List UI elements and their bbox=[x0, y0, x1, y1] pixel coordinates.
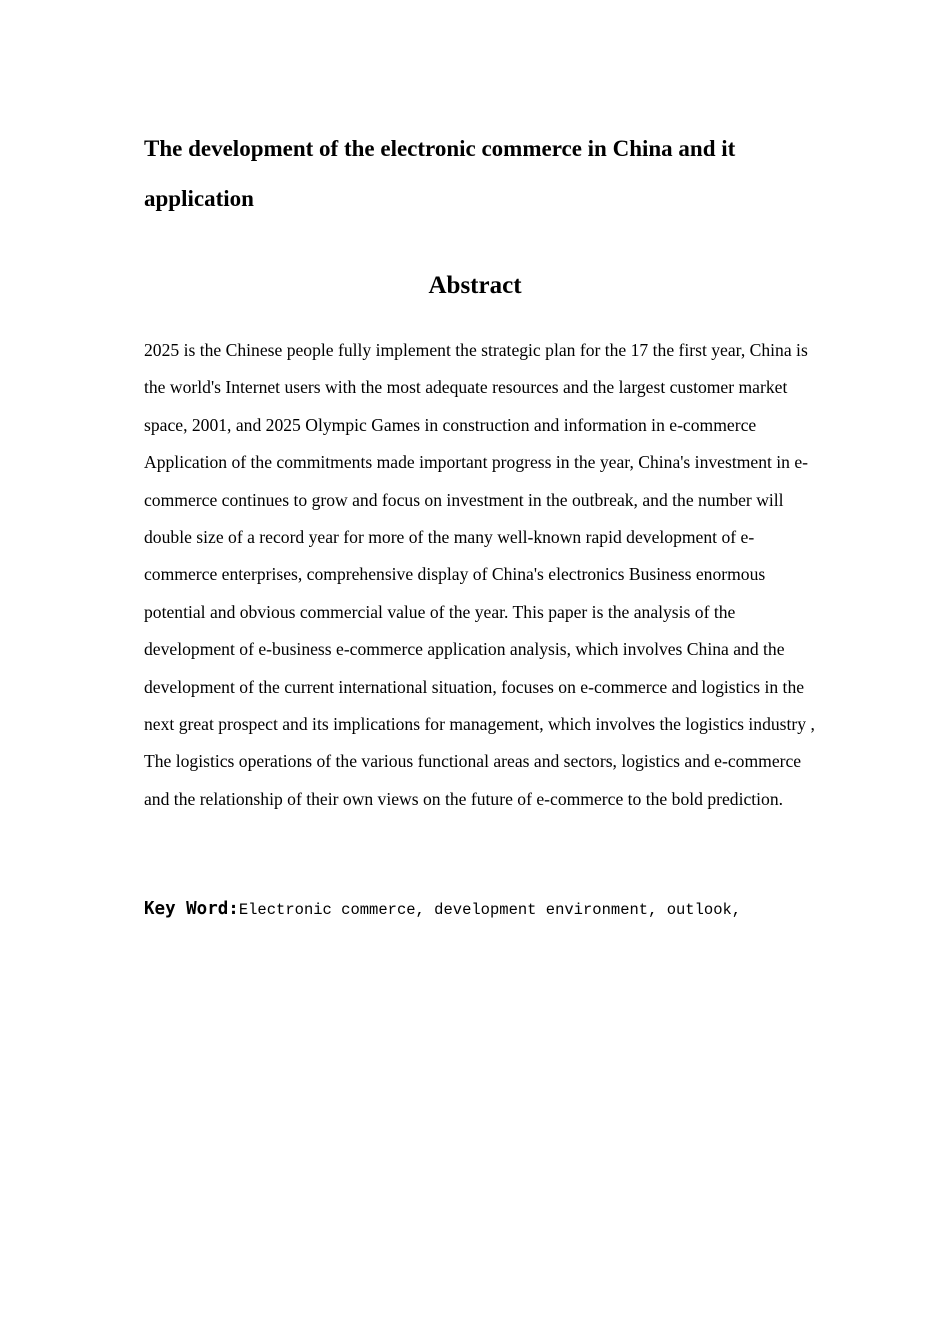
abstract-heading: Abstract bbox=[428, 272, 522, 299]
abstract-body: 2025 is the Chinese people fully implement the strategic plan for the 17 the first year, China is the world's Internet users with the most adequate resources and the largest customer market space, 2001, and 2025 Olympic Games in construction and information in e-commerce Application of the commitments made important progress in the year, China's investment in e-commerce continues to grow and focus on investment in the outbreak, and the number will double size of a record year for more of the many well-known rapid development of e-commerce enterprises, comprehensive display of China's electronics Business enormous potential and obvious commercial value of the year. This paper is the analysis of the development of e-business e-commerce application analysis, which involves China and the development of the current international situation, focuses on e-commerce and logistics in the next great prospect and its implications for management, which involves the logistics industry , The logistics operations of the various functional areas and sectors, logistics and e-commerce and the relationship of their own views on the future of e-commerce to the bold prediction. bbox=[144, 340, 815, 809]
paper-title: The development of the electronic commerce in China and it application bbox=[144, 136, 736, 211]
keywords-label: Key Word: bbox=[144, 899, 239, 919]
keywords-line bbox=[144, 895, 844, 924]
keywords-value: Electronic commerce, development environment, outlook, bbox=[238, 901, 742, 919]
